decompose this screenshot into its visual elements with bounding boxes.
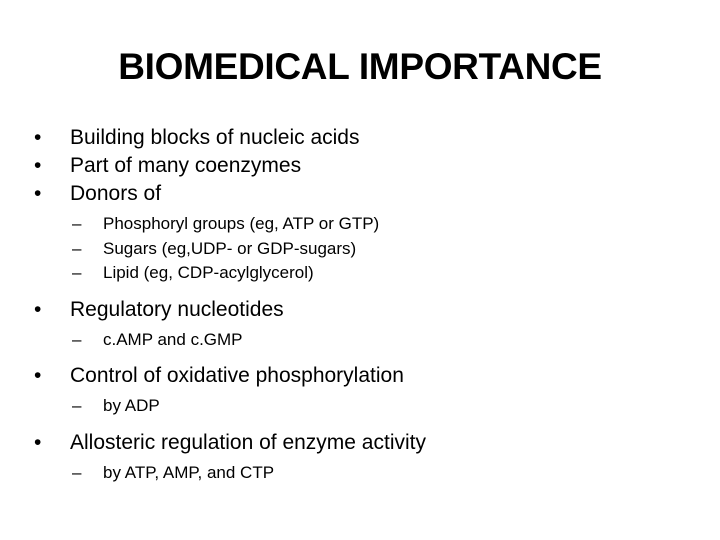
- sub-bullet-text: Lipid (eg, CDP-acylglycerol): [103, 263, 314, 282]
- dash-icon: –: [72, 263, 82, 282]
- sub-bullet-item: [32, 212, 692, 237]
- sub-bullet-list-regulatory: [32, 328, 692, 353]
- bullet-item: [32, 296, 692, 324]
- bullet-item: [32, 180, 692, 208]
- bullet-text: Control of oxidative phosphorylation: [70, 364, 404, 387]
- bullet-list: [32, 296, 692, 324]
- dash-icon: –: [72, 214, 82, 233]
- bullet-icon: •: [34, 430, 42, 454]
- bullet-text: Regulatory nucleotides: [70, 297, 284, 321]
- bullet-text: Allosteric regulation of enzyme activity: [70, 430, 426, 454]
- sub-bullet-list-donors: [32, 212, 692, 286]
- bullet-icon: •: [34, 182, 42, 205]
- bullet-text: Building blocks of nucleic acids: [70, 126, 360, 149]
- bullet-icon: •: [34, 154, 42, 177]
- bullet-item: [32, 124, 692, 152]
- dash-icon: –: [72, 329, 82, 349]
- dash-icon: –: [72, 396, 82, 415]
- bullet-item: [32, 429, 692, 457]
- sub-bullet-item: [32, 461, 692, 486]
- bullet-list: [32, 124, 692, 208]
- bullet-item: [32, 362, 692, 390]
- bullet-icon: •: [34, 126, 42, 149]
- sub-bullet-text: by ADP: [103, 396, 160, 415]
- bullet-list: [32, 362, 692, 390]
- bullet-text: Part of many coenzymes: [70, 154, 302, 177]
- sub-bullet-list-allosteric: [32, 461, 692, 486]
- bullet-icon: •: [34, 364, 42, 387]
- sub-bullet-text: Phosphoryl groups (eg, ATP or GTP): [103, 214, 380, 233]
- bullet-icon: •: [34, 297, 42, 321]
- slide-title: BIOMEDICAL IMPORTANCE: [118, 46, 602, 87]
- slide-body: [32, 124, 692, 495]
- bullet-item: [32, 152, 692, 180]
- sub-bullet-item: [32, 261, 692, 286]
- sub-bullet-text: Sugars (eg,UDP- or GDP-sugars): [103, 238, 357, 258]
- sub-bullet-text: by ATP, AMP, and CTP: [103, 462, 275, 482]
- sub-bullet-item: [32, 328, 692, 353]
- dash-icon: –: [72, 462, 82, 482]
- sub-bullet-text: c.AMP and c.GMP: [103, 329, 243, 349]
- sub-bullet-list-oxidative: [32, 394, 692, 419]
- sub-bullet-item: [32, 394, 692, 419]
- sub-bullet-item: [32, 237, 692, 262]
- bullet-text: Donors of: [70, 182, 162, 205]
- bullet-list: [32, 429, 692, 457]
- dash-icon: –: [72, 238, 82, 258]
